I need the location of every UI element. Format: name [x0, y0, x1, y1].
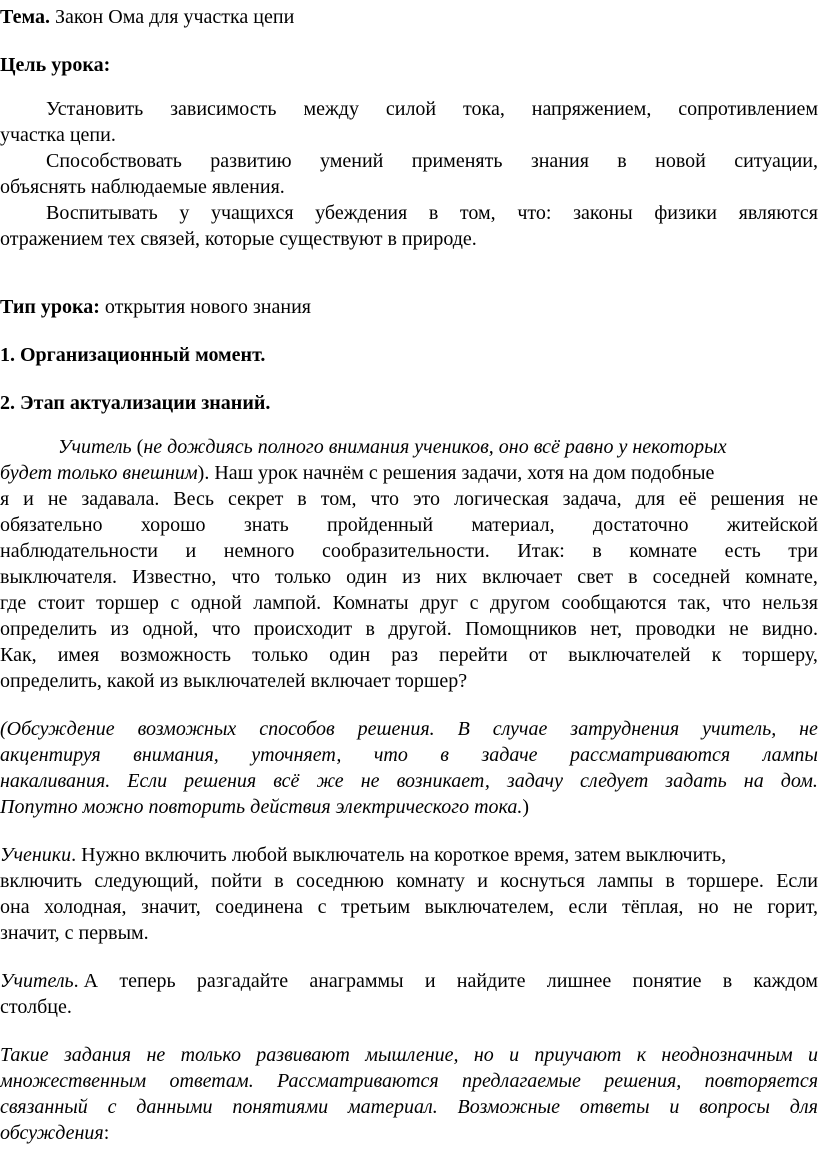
- teacher-para-line-1: [58, 434, 727, 460]
- teacher-para-line-10: определить, какой из выключателей включает торшер?: [0, 670, 468, 692]
- word: предлагаемые: [462, 1070, 581, 1092]
- goal-item-2-line-1: [46, 148, 818, 174]
- word: (Обсуждение: [0, 718, 115, 740]
- word: не: [47, 488, 68, 510]
- word: внимания,: [133, 744, 219, 766]
- word: лампы: [762, 744, 818, 766]
- word: решения: [710, 488, 785, 510]
- word: я: [0, 488, 10, 510]
- lesson-type-line: [0, 294, 311, 320]
- word: соединена: [215, 896, 304, 918]
- word: что: [370, 488, 399, 510]
- word: и: [509, 1044, 520, 1066]
- word: только: [252, 644, 309, 666]
- word: с: [107, 1096, 117, 1118]
- word: в: [274, 870, 284, 892]
- word: всё: [273, 770, 300, 792]
- word: на: [743, 770, 764, 792]
- word: Такие: [0, 1044, 49, 1066]
- word: найдите: [456, 970, 526, 992]
- word: Рассматриваются: [277, 1070, 439, 1092]
- word: одной: [190, 592, 242, 614]
- word: она: [0, 896, 30, 918]
- word: один: [346, 566, 388, 588]
- word: следующий,: [94, 870, 199, 892]
- word: дом.: [780, 770, 818, 792]
- word: если: [568, 896, 608, 918]
- word: один: [329, 644, 371, 666]
- stage-2-heading: [0, 390, 270, 416]
- word: силой: [385, 98, 437, 120]
- word: нет,: [590, 618, 623, 640]
- word: значит,: [141, 896, 201, 918]
- teacher2-line-1: [0, 968, 818, 994]
- word: решения.: [357, 718, 435, 740]
- goal-heading: [0, 52, 110, 78]
- word: с: [317, 896, 327, 918]
- word: её: [678, 488, 697, 510]
- word: из: [110, 618, 129, 640]
- word: ответам.: [169, 1070, 254, 1092]
- word: свет: [577, 566, 614, 588]
- word: способов: [259, 718, 335, 740]
- goal-item-3-line-2: отражением тех связей, которые существуют в природе.: [0, 228, 477, 250]
- word: не: [146, 1044, 166, 1066]
- word: и: [669, 1096, 680, 1118]
- word: Итак:: [517, 540, 565, 562]
- word: Как,: [0, 644, 37, 666]
- discussion-line-4-text: Попутно можно повторить действия электрического тока.: [0, 796, 523, 818]
- teacher-para-line-8: [0, 616, 818, 642]
- word: торшере.: [687, 870, 764, 892]
- word: имея: [57, 644, 100, 666]
- word: соседнюю: [296, 870, 384, 892]
- word: возможность: [120, 644, 232, 666]
- teacher-para-line-4: [0, 512, 818, 538]
- word: знания: [530, 150, 589, 172]
- discussion-line-1: [0, 716, 818, 742]
- teacher-after-remark: ). Наш урок начнём с решения задачи, хотя на дом подобные: [197, 462, 715, 484]
- word: сообразительности.: [321, 540, 490, 562]
- word: в: [617, 150, 627, 172]
- stage-1-text: 1. Организационный момент.: [0, 344, 266, 366]
- word: учащихся: [210, 202, 294, 224]
- students-para-line-4: значит, с первым.: [0, 922, 149, 944]
- word: задача,: [562, 488, 622, 510]
- word: понятие: [632, 970, 702, 992]
- word: данными: [136, 1096, 213, 1118]
- word: выключателей: [568, 644, 691, 666]
- word: решения,: [604, 1070, 682, 1092]
- word: в: [440, 744, 449, 766]
- word: между: [303, 98, 359, 120]
- word: Если: [127, 770, 168, 792]
- word: Известно,: [132, 566, 217, 588]
- word: напряжением,: [531, 98, 652, 120]
- stage-2-text: 2. Этап актуализации знаний.: [0, 392, 271, 414]
- word: неоднозначным: [661, 1044, 793, 1066]
- word: только: [275, 566, 332, 588]
- word: ситуации,: [734, 150, 818, 172]
- word: материал,: [471, 514, 555, 536]
- word: определить: [0, 618, 97, 640]
- word: повторяется: [704, 1070, 818, 1092]
- students-speaker: Ученики: [0, 844, 72, 866]
- word: зависимость: [170, 98, 277, 120]
- word: перейти: [439, 644, 508, 666]
- word: включает: [482, 566, 563, 588]
- word: торшер: [96, 592, 159, 614]
- teacher-remark-1: не дождиясь полного внимания учеников, оно всё равно у некоторых: [143, 436, 727, 458]
- word: в: [297, 488, 307, 510]
- topic-line: [0, 4, 294, 30]
- word: другой.: [388, 618, 452, 640]
- word: но: [697, 896, 719, 918]
- word: Если: [776, 870, 818, 892]
- word: не: [798, 488, 818, 510]
- word: тока,: [463, 98, 505, 120]
- word: в: [428, 202, 439, 224]
- teacher-para-line-9: [0, 642, 818, 668]
- word: физики: [654, 202, 718, 224]
- word: накаливания.: [0, 770, 111, 792]
- topic-label: Тема.: [0, 6, 50, 28]
- word: задания: [63, 1044, 132, 1066]
- word: что: [373, 744, 408, 766]
- teacher2-line-1-rest: [74, 968, 818, 994]
- word: включить: [0, 870, 82, 892]
- word: приучают: [534, 1044, 622, 1066]
- word: в: [365, 618, 375, 640]
- word: лампой.: [253, 592, 322, 614]
- word: друг: [420, 592, 459, 614]
- word: Воспитывать: [46, 202, 158, 224]
- word: только: [180, 1044, 241, 1066]
- word: в: [665, 870, 675, 892]
- tasks-note-line-4: [0, 1120, 109, 1146]
- word: применять: [411, 150, 503, 172]
- word: раз: [391, 644, 418, 666]
- word: не: [360, 770, 380, 792]
- word: задачу: [506, 770, 563, 792]
- tasks-note-line-1: [0, 1042, 818, 1068]
- word: с: [469, 592, 479, 614]
- word: убеждения: [315, 202, 408, 224]
- word: одной,: [142, 618, 199, 640]
- word: немного: [223, 540, 295, 562]
- teacher-open-paren: (: [131, 436, 144, 458]
- tasks-note-colon: :: [103, 1122, 110, 1144]
- word: уточняет,: [251, 744, 342, 766]
- word: другом: [490, 592, 550, 614]
- word: тёплая,: [622, 896, 684, 918]
- word: не: [733, 896, 753, 918]
- discussion-line-3: [0, 768, 818, 794]
- word: проводки: [635, 618, 716, 640]
- word: и: [424, 970, 436, 992]
- word: вопросы: [699, 1096, 770, 1118]
- word: у: [179, 202, 190, 224]
- word: том,: [459, 202, 496, 224]
- word: лампы: [597, 870, 654, 892]
- word: с: [170, 592, 180, 614]
- word: них: [435, 566, 468, 588]
- teacher2-line-2: столбце.: [0, 996, 72, 1018]
- word: торшеру,: [742, 644, 818, 666]
- word: холодная,: [44, 896, 127, 918]
- word: Помощников: [465, 618, 577, 640]
- word: лишнее: [546, 970, 612, 992]
- word: что:: [517, 202, 552, 224]
- word: что: [722, 592, 751, 614]
- word: не: [728, 618, 749, 640]
- word: ответы: [579, 1096, 650, 1118]
- teacher-speaker: Учитель: [58, 436, 132, 458]
- word: В: [457, 718, 470, 740]
- word: что: [231, 566, 260, 588]
- word: умений: [319, 150, 384, 172]
- word: в: [592, 540, 602, 562]
- word: Весь: [173, 488, 215, 510]
- word: являются: [738, 202, 818, 224]
- word: затруднения: [570, 718, 680, 740]
- word: из: [402, 566, 421, 588]
- word: комнате,: [745, 566, 818, 588]
- discussion-line-2: [0, 742, 818, 768]
- word: происходит: [253, 618, 353, 640]
- word: возникает,: [396, 770, 490, 792]
- word: том,: [320, 488, 357, 510]
- word: но: [473, 1044, 494, 1066]
- word: связанный: [0, 1096, 88, 1118]
- word: достаточно: [592, 514, 689, 536]
- word: Установить: [46, 98, 144, 120]
- tasks-note-line-3: [0, 1094, 818, 1120]
- word: логическая: [454, 488, 549, 510]
- students-para-line-3: [0, 894, 818, 920]
- goal-item-1-line-1: [46, 96, 818, 122]
- word: Способствовать: [46, 150, 182, 172]
- tasks-note-line-2: [0, 1068, 818, 1094]
- word: нельзя: [762, 592, 818, 614]
- word: комнате: [629, 540, 698, 562]
- tasks-note-line-4-text: обсуждения: [0, 1122, 104, 1144]
- word: теперь: [119, 970, 176, 992]
- word: для: [635, 488, 665, 510]
- teacher-remark-2: будет только внешним: [0, 462, 198, 484]
- word: для: [789, 1096, 818, 1118]
- word: третьим: [341, 896, 411, 918]
- word: есть: [724, 540, 761, 562]
- word: пройденный: [327, 514, 434, 536]
- word: выключателя.: [0, 566, 117, 588]
- word: выключателем,: [424, 896, 554, 918]
- word: разгадайте: [196, 970, 289, 992]
- word: же: [316, 770, 344, 792]
- word: знать: [243, 514, 289, 536]
- students-para-line-2: [0, 868, 818, 894]
- word: и: [477, 870, 488, 892]
- discussion-line-4: [0, 794, 529, 820]
- word: к: [636, 1044, 647, 1066]
- word: задавала.: [81, 488, 160, 510]
- word: и: [808, 1044, 818, 1066]
- word: соседней: [652, 566, 731, 588]
- word: комнату: [396, 870, 465, 892]
- lesson-type-label: Тип урока:: [0, 296, 100, 318]
- word: стоит: [37, 592, 85, 614]
- word: хорошо: [140, 514, 206, 536]
- word: новой: [655, 150, 706, 172]
- word: случае: [492, 718, 548, 740]
- word: Возможные: [457, 1096, 560, 1118]
- teacher-para-line-5: [0, 538, 818, 564]
- word: сообщаются: [561, 592, 667, 614]
- word: развитию: [210, 150, 292, 172]
- word: и: [23, 488, 34, 510]
- word: обязательно: [0, 514, 103, 536]
- word: житейской: [726, 514, 818, 536]
- word: горит,: [767, 896, 818, 918]
- word: Комнаты: [332, 592, 409, 614]
- word: пойти: [211, 870, 262, 892]
- word: задаче: [481, 744, 538, 766]
- word: множественным: [0, 1070, 147, 1092]
- word: законы: [573, 202, 633, 224]
- word: возможных: [137, 718, 237, 740]
- goal-item-1-line-2: участка цепи.: [0, 124, 116, 146]
- word: что: [211, 618, 241, 640]
- word: от: [528, 644, 548, 666]
- teacher-para-line-3: [0, 486, 818, 512]
- word: в: [722, 970, 733, 992]
- word: к: [711, 644, 722, 666]
- teacher-para-line-7: [0, 590, 818, 616]
- word: следует: [580, 770, 649, 792]
- word: развивают: [256, 1044, 350, 1066]
- word: учитель,: [702, 718, 777, 740]
- stage-1-heading: [0, 342, 265, 368]
- teacher2-speaker: Учитель: [0, 970, 74, 992]
- word: решения: [184, 770, 257, 792]
- word: каждом: [753, 970, 818, 992]
- teacher-para-line-2: [0, 460, 714, 486]
- word: не: [799, 718, 818, 740]
- teacher-para-line-6: [0, 564, 818, 590]
- word: задать: [665, 770, 727, 792]
- word: так,: [678, 592, 711, 614]
- goal-label: Цель урока:: [0, 54, 111, 76]
- word: акцентируя: [0, 744, 101, 766]
- word: коснуться: [500, 870, 585, 892]
- word: и: [185, 540, 197, 562]
- word: три: [788, 540, 818, 562]
- word: где: [0, 592, 27, 614]
- word: мышление,: [365, 1044, 459, 1066]
- word: . А: [73, 970, 99, 992]
- goal-item-2-line-2: объяснять наблюдаемые явления.: [0, 176, 285, 198]
- word: в: [628, 566, 638, 588]
- topic-text: Закон Ома для участка цепи: [49, 6, 295, 28]
- discussion-close-paren: ): [522, 796, 530, 818]
- word: анаграммы: [309, 970, 404, 992]
- word: видно.: [761, 618, 818, 640]
- students-line-1-rest: . Нужно включить любой выключатель на короткое время, затем выключить,: [71, 844, 727, 866]
- lesson-type-text: открытия нового знания: [99, 296, 311, 318]
- word: наблюдательности: [0, 540, 158, 562]
- word: понятиями: [232, 1096, 329, 1118]
- word: это: [412, 488, 441, 510]
- students-para-line-1: [0, 842, 726, 868]
- goal-item-3-line-1: [46, 200, 818, 226]
- word: секрет: [227, 488, 284, 510]
- word: сопротивлением: [678, 98, 818, 120]
- word: рассматриваются: [569, 744, 731, 766]
- word: материал.: [347, 1096, 438, 1118]
